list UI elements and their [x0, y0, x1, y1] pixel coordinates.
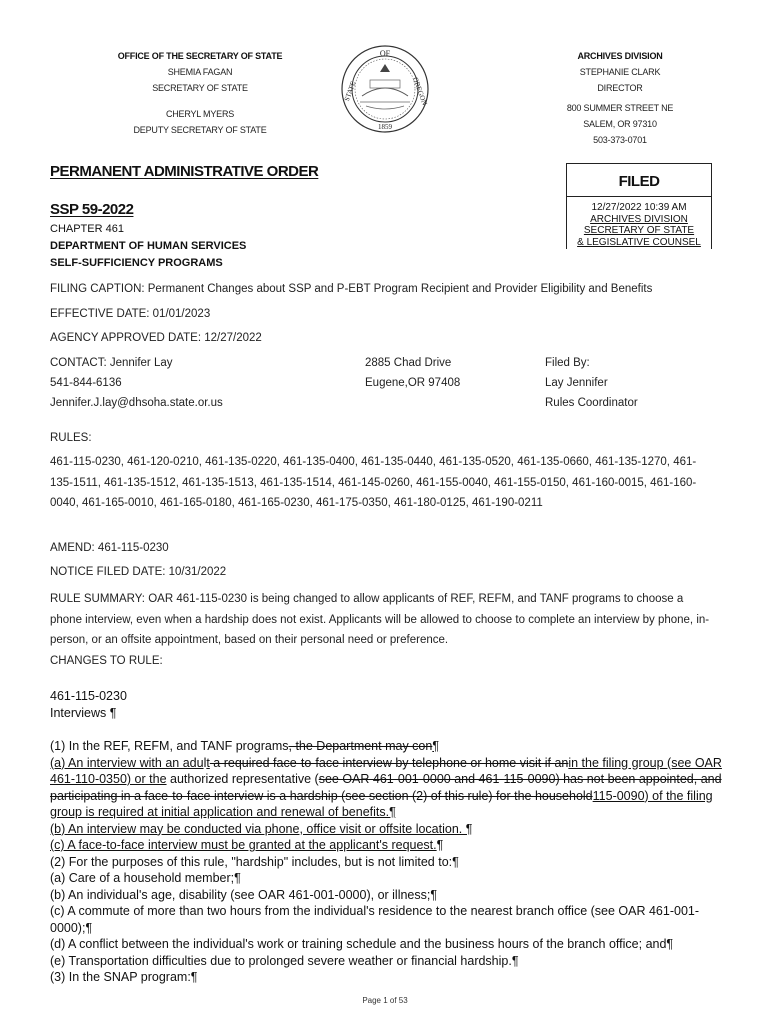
city-address: SALEM, OR 97310 [583, 119, 657, 129]
deleted-text: , the Department may con [288, 739, 433, 753]
rule-paragraph: (2) For the purposes of this rule, "hardship" includes, but is not limited to:¶ [50, 854, 459, 869]
office-header-right [520, 48, 720, 148]
filed-stamp [566, 163, 712, 249]
chapter: CHAPTER 461 [50, 223, 124, 235]
office-header-left [100, 48, 300, 138]
rule-text-segment: authorized representative ( [166, 772, 319, 786]
inserted-text: 115-0090) of the filing group is required at initial application and renewal of benefits.¶ [50, 788, 713, 819]
rule-text-segment: l [203, 755, 207, 770]
filed-line1: ARCHIVES DIVISION [590, 213, 688, 225]
inserted-text: in the filing group (see OAR 461-110-0350) or the [50, 755, 722, 786]
filed-by-label: Filed By: [545, 357, 590, 369]
inserted-text: (a) An interview with an adu [50, 755, 204, 770]
contact-city: Eugene,OR 97408 [365, 377, 461, 389]
rule-paragraph [50, 821, 730, 838]
secretary-name: SHEMIA FAGAN [167, 67, 233, 77]
secretary-title: SECRETARY OF STATE [152, 83, 248, 93]
director-name: STEPHANIE CLARK [579, 67, 661, 77]
chapter-block [50, 221, 246, 272]
street-address: 800 SUMMER STREET NE [566, 103, 674, 113]
filed-datetime: 12/27/2022 10:39 AM [591, 202, 687, 213]
agency-approved-date: AGENCY APPROVED DATE: 12/27/2022 [50, 332, 262, 344]
filed-line2: SECRETARY OF STATE [583, 225, 695, 236]
rules-label: RULES: [50, 432, 92, 444]
filed-by-title: Rules Coordinator [545, 397, 638, 409]
filed-label: FILED [567, 164, 711, 197]
rule-paragraph [50, 738, 730, 755]
seal-top-text: OF [379, 49, 391, 58]
effective-date: EFFECTIVE DATE: 01/01/2023 [50, 308, 211, 320]
rule-paragraph: (c) A commute of more than two hours from the individual's residence to the nearest branch office (see OAR 461-001-0000);¶ [50, 904, 700, 935]
changes-label: CHANGES TO RULE: [50, 655, 163, 667]
rule-paragraph: (d) A conflict between the individual's work or training schedule and the business hours of the branch office; and¶ [50, 937, 674, 951]
contact-phone: 541-844-6136 [50, 377, 122, 389]
oregon-state-seal-icon [340, 44, 430, 134]
filed-by-name: Lay Jennifer [545, 377, 608, 389]
office-phone: 503-373-0701 [593, 135, 647, 145]
filing-caption: FILING CAPTION: Permanent Changes about SSP and P-EBT Program Recipient and Provider Eligibility and Benefits [50, 283, 653, 295]
page-number: Page 1 of 53 [362, 996, 408, 1005]
rule-paragraph: (b) An individual's age, disability (see OAR 461-001-0000), or illness;¶ [50, 887, 438, 902]
rule-text-segment: ¶ [436, 838, 444, 852]
archives-division: ARCHIVES DIVISION [577, 51, 663, 61]
order-number: SSP 59-2022 [50, 201, 134, 218]
contact-name: CONTACT: Jennifer Lay [50, 357, 173, 369]
rule-text [50, 738, 730, 986]
rule-paragraph [50, 837, 730, 854]
rule-text-segment: (1) In the REF, REFM, and TANF programs [50, 739, 289, 753]
order-heading: PERMANENT ADMINISTRATIVE ORDER [50, 163, 319, 180]
director-title: DIRECTOR [597, 83, 643, 93]
rules-list: 461-115-0230, 461-120-0210, 461-135-0220, 461-135-0400, 461-135-0440, 461-135-0520, 461-135-0660, 461-135-1270, 461-135-1511, 461-135-1512, 461-135-1513, 461-135-1514, 461-145-0260, 461-155-0040, 461-155-0150, 461-160-0015, 461-160-0040, 461-165-0010, 461-165-0180, 461-165-0230, 461-175-0350, 461-180-0125, 461-190-0211 [50, 456, 697, 509]
amend-line: AMEND: 461-115-0230 [50, 542, 169, 554]
rule-number: 461-115-0230 [50, 689, 127, 703]
deleted-text: see OAR 461-001-0000 and 461-115-0090) has not been appointed, and participating in a face-to-face interview is a hardship (see section (2) of this rule) for the household [50, 772, 722, 803]
seal-right-text: OREGON [411, 76, 429, 107]
deputy-title: DEPUTY SECRETARY OF STATE [133, 125, 267, 135]
inserted-text: ¶ [432, 739, 440, 753]
rule-summary: RULE SUMMARY: OAR 461-115-0230 is being changed to allow applicants of REF, REFM, and TANF programs to choose a phone interview, even when a hardship does not exist. Applicants will be allowed to choose to complete an interview by phone, in-person, or an offsite appointment, based on their personal need or preference. [50, 593, 710, 646]
rule-paragraph: (a) Care of a household member;¶ [50, 871, 241, 885]
department: DEPARTMENT OF HUMAN SERVICES [50, 240, 247, 252]
rule-paragraph [50, 755, 730, 821]
deputy-name: CHERYL MYERS [165, 109, 235, 119]
seal-year: 1859 [378, 123, 392, 131]
office-name: OFFICE OF THE SECRETARY OF STATE [117, 51, 283, 61]
filed-line3: & LEGISLATIVE COUNSEL [577, 236, 701, 248]
rule-title: Interviews ¶ [50, 706, 117, 720]
deleted-text: a required face-to-face interview by telephone or home visit if an [209, 755, 569, 770]
inserted-text: t [206, 755, 210, 770]
contact-email[interactable]: Jennifer.J.lay@dhsoha.state.or.us [50, 397, 223, 409]
rule-paragraph: (3) In the SNAP program:¶ [50, 970, 198, 984]
program: SELF-SUFFICIENCY PROGRAMS [50, 257, 223, 269]
rule-paragraph: (e) Transportation difficulties due to prolonged severe weather or financial hardship.¶ [50, 953, 519, 968]
inserted-text: (c) A face-to-face interview must be granted at the applicant's request. [50, 838, 437, 852]
seal-left-text: STATE [342, 80, 358, 103]
notice-filed-date: NOTICE FILED DATE: 10/31/2022 [50, 566, 227, 578]
inserted-text: (b) An interview may be conducted via phone, office visit or offsite location. ¶ [50, 821, 473, 836]
contact-street: 2885 Chad Drive [365, 357, 452, 369]
